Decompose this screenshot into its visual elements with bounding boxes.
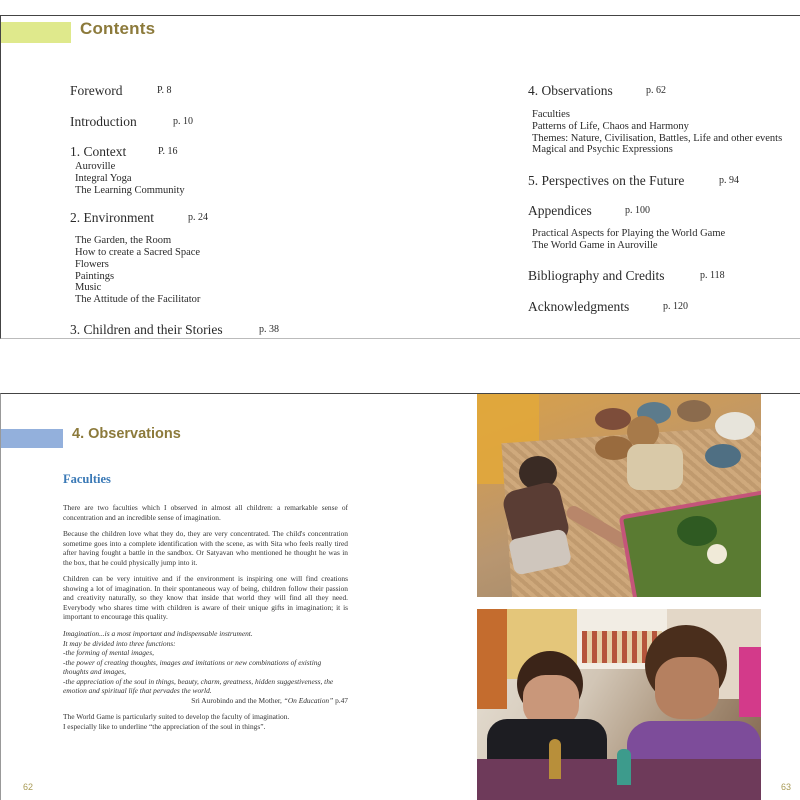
- quote-line: It may be divided into three functions:: [63, 638, 176, 648]
- body-paragraph: There are two faculties which I observed in almost all children: a remarkable sense of concentration and an incredible sense of imagination.: [63, 503, 348, 522]
- quote-page: p.47: [335, 695, 348, 705]
- toc-entry-title: Introduction: [70, 114, 137, 129]
- toc-subentry[interactable]: The Attitude of the Facilitator: [75, 294, 201, 305]
- closing-line: The World Game is particularly suited to develop the faculty of imagination.: [63, 712, 290, 722]
- contents-title: Contents: [80, 19, 156, 38]
- toc-entry-title: 3. Children and their Stories: [70, 322, 223, 337]
- toc-subentry[interactable]: The Garden, the Room: [75, 235, 172, 246]
- toc-entry-foreword[interactable]: [70, 82, 172, 100]
- toc-entry-page: p. 100: [625, 205, 650, 216]
- quote-line: Imagination...is a most important and indispensable instrument.: [63, 629, 253, 639]
- page-number-left: 62: [23, 782, 34, 792]
- quote-attribution: [63, 696, 348, 706]
- quote-source: “On Education”: [283, 695, 334, 705]
- toc-entry-page: P. 16: [158, 146, 178, 157]
- toc-entry-page: p. 10: [173, 116, 193, 127]
- toc-entry-title: Acknowledgments: [528, 299, 630, 314]
- toc-subentry[interactable]: Integral Yoga: [75, 173, 132, 184]
- chapter-title: 4. Observations: [72, 426, 181, 442]
- toc-subentry[interactable]: Magical and Psychic Expressions: [532, 144, 673, 155]
- toc-subentry[interactable]: Paintings: [75, 271, 115, 282]
- toc-entry-introduction[interactable]: [70, 113, 193, 131]
- toc-subentry[interactable]: Themes: Nature, Civilisation, Battles, Life and other events: [532, 133, 783, 144]
- contents-color-band: [1, 22, 71, 43]
- page-number-right: 63: [780, 782, 791, 792]
- closing-paragraph: [63, 712, 348, 731]
- section-heading: Faculties: [63, 472, 111, 486]
- observations-spread: [0, 393, 800, 800]
- toc-entry-page: p. 38: [259, 324, 279, 335]
- toc-subentry[interactable]: Faculties: [532, 109, 570, 120]
- toc-entry-page: p. 94: [719, 175, 739, 186]
- toc-subentry[interactable]: How to create a Sacred Space: [75, 247, 201, 258]
- contents-spread: [0, 15, 800, 339]
- toc-entry-context[interactable]: [70, 143, 178, 161]
- quote-line: -the appreciation of the soul in things, beauty, charm, greatness, hidden suggestiveness, the emotion and spiritual life that pervades the world.: [63, 676, 334, 696]
- quote-line: -the power of creating thoughts, images and imitations or new combinations of existing thoughts and images,: [63, 657, 322, 677]
- chapter-body-text: [63, 503, 348, 738]
- block-quote: [63, 629, 348, 705]
- toc-entry-appendices[interactable]: [528, 202, 650, 220]
- toc-entry-acknowledgments[interactable]: [528, 298, 688, 316]
- toc-subentry[interactable]: The Learning Community: [75, 185, 185, 196]
- toc-entry-perspectives[interactable]: [528, 172, 739, 190]
- body-paragraph: Children can be very intuitive and if the environment is inspiring one will find creations showing a lot of imagination. In their spontaneous way of being, children follow their passion and creativity naturally, so they know that inside that world they will find all they need. Everybody who shares time with children is aware of their unique gifts in imagination; it is important to encourage this quality.: [63, 574, 348, 622]
- children-playing-photo: [477, 394, 761, 597]
- toc-entry-title: Appendices: [528, 203, 592, 218]
- toc-entry-title: 5. Perspectives on the Future: [528, 173, 685, 188]
- chapter-color-band: [1, 429, 63, 448]
- toc-subentry[interactable]: The World Game in Auroville: [532, 240, 658, 251]
- toc-entry-bibliography[interactable]: [528, 267, 725, 285]
- toc-subentry[interactable]: Auroville: [75, 161, 116, 172]
- toc-entry-title: Foreword: [70, 83, 123, 98]
- toc-entry-title: Bibliography and Credits: [528, 268, 665, 283]
- toc-subentry[interactable]: Patterns of Life, Chaos and Harmony: [532, 121, 689, 132]
- toc-entry-page: p. 62: [646, 85, 666, 96]
- toc-subentry[interactable]: Practical Aspects for Playing the World Game: [532, 228, 726, 239]
- body-paragraph: Because the children love what they do, they are very concentrated. The child's concentration sometime goes into a complete identification with the scene, as with Sita who feels really tired after having fought a battle in the sandbox. Or Satyavan who mentioned he thought he was in the box, that he could physically jump into it.: [63, 529, 348, 567]
- quote-author: Sri Aurobindo and the Mother,: [191, 695, 282, 705]
- toc-entry-title: 4. Observations: [528, 83, 613, 98]
- toc-entry-title: 1. Context: [70, 144, 127, 159]
- toc-subentry[interactable]: Music: [75, 282, 102, 293]
- toc-entry-page: p. 24: [188, 212, 208, 223]
- boys-sandbox-photo: [477, 609, 761, 800]
- closing-line: I especially like to underline “the appreciation of the soul in things”.: [63, 721, 266, 731]
- toc-subentry[interactable]: Flowers: [75, 259, 109, 270]
- toc-entry-title: 2. Environment: [70, 210, 154, 225]
- toc-entry-page: P. 8: [157, 85, 172, 96]
- toc-entry-children-stories[interactable]: [70, 321, 279, 339]
- toc-entry-environment[interactable]: [70, 209, 208, 227]
- toc-entry-observations[interactable]: [528, 82, 666, 100]
- toc-entry-page: p. 118: [700, 270, 725, 281]
- quote-line: -the forming of mental images,: [63, 648, 154, 658]
- toc-entry-page: p. 120: [663, 301, 688, 312]
